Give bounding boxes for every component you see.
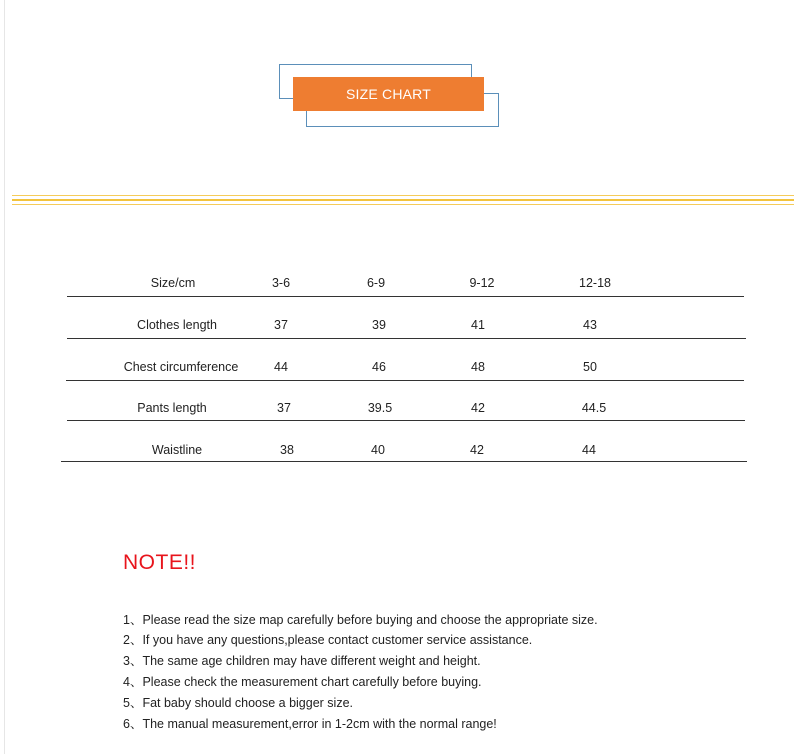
table-header-cell: 6-9	[366, 276, 386, 290]
table-rule	[67, 296, 744, 297]
table-header-cell: 3-6	[271, 276, 291, 290]
note-item: 5、Fat baby should choose a bigger size.	[123, 696, 353, 710]
table-rule	[67, 420, 745, 421]
note-item: 1、Please read the size map carefully before buying and choose the appropriate size.	[123, 613, 598, 627]
decorative-stripe	[12, 199, 794, 201]
table-cell: 42	[471, 401, 485, 415]
table-row-label: Pants length	[137, 401, 207, 415]
note-item: 4、Please check the measurement chart carefully before buying.	[123, 675, 482, 689]
table-cell: 50	[583, 360, 597, 374]
table-rule	[67, 338, 746, 339]
table-cell: 37	[277, 401, 291, 415]
table-cell: 48	[471, 360, 485, 374]
table-header-cell: Size/cm	[150, 276, 196, 290]
table-cell: 37	[274, 318, 288, 332]
decorative-stripe	[12, 195, 794, 196]
table-rule	[66, 380, 744, 381]
table-cell: 39.5	[367, 401, 393, 415]
decorative-stripe	[12, 204, 794, 205]
table-cell: 41	[471, 318, 485, 332]
table-row-label: Clothes length	[137, 318, 217, 332]
table-cell: 44	[582, 443, 596, 457]
table-row-label: Chest circumference	[123, 360, 239, 374]
table-cell: 46	[372, 360, 386, 374]
table-header-cell: 12-18	[579, 276, 611, 290]
note-item: 2、If you have any questions,please contact customer service assistance.	[123, 633, 533, 647]
page-edge-line	[4, 0, 5, 754]
table-cell: 43	[583, 318, 597, 332]
table-cell: 42	[470, 443, 484, 457]
table-rule	[61, 461, 747, 462]
note-heading: NOTE!!	[123, 551, 197, 574]
note-item: 6、The manual measurement,error in 1-2cm with the normal range!	[123, 717, 497, 731]
table-row-label: Waistline	[151, 443, 203, 457]
table-cell: 39	[372, 318, 386, 332]
note-item: 3、The same age children may have different weight and height.	[123, 654, 481, 668]
size-chart-title: SIZE CHART	[293, 77, 484, 111]
table-cell: 44	[274, 360, 288, 374]
table-header-cell: 9-12	[469, 276, 495, 290]
table-cell: 40	[371, 443, 385, 457]
table-cell: 38	[280, 443, 294, 457]
table-cell: 44.5	[581, 401, 607, 415]
